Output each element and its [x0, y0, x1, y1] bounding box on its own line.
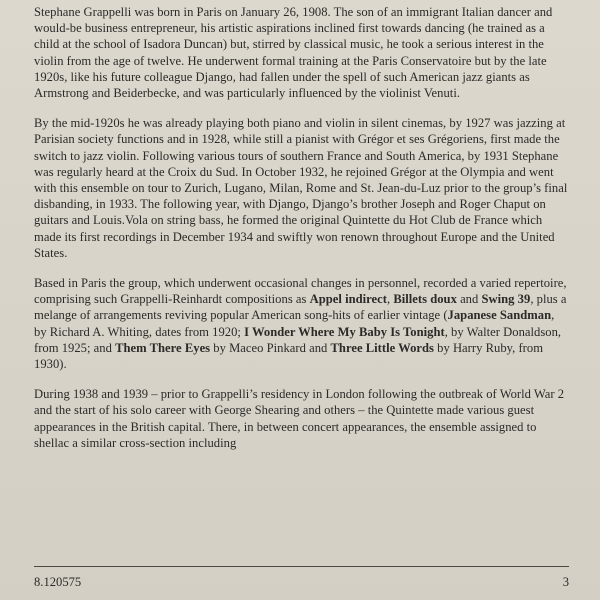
text-run: , — [386, 292, 394, 307]
text-run: , by Richard A. Whiting, dates from 1920; — [34, 308, 555, 339]
body-text — [34, 4, 569, 465]
text-run: by Harry Ruby, from 1930). — [34, 340, 544, 372]
bold-title: I Wonder Where My Baby Is Tonight — [244, 324, 445, 339]
paragraph-1 — [34, 4, 569, 101]
text-run: During 1938 and 1939 – prior to Grappelli’s residency in London following the outbreak of World War 2 and the start of his solo career with George Shearing and others – the Quintette made various guest appearances in the British capital. There, in between concert appearances, the ensemble assigned to shellac a similar cross-section including — [34, 387, 565, 450]
bold-title: Them There Eyes — [115, 340, 211, 355]
page-number: 3 — [562, 575, 569, 589]
text-run: , by Walter Donaldson, from 1925; and — [34, 324, 562, 355]
bold-title: Japanese Sandman — [447, 308, 552, 323]
catalog-number: 8.120575 — [34, 575, 82, 589]
paragraph-4 — [34, 386, 569, 451]
bold-title: Billets doux — [393, 292, 457, 307]
paragraph-2 — [34, 115, 569, 261]
text-run: Stephane Grappelli was born in Paris on January 26, 1908. The son of an immigrant Italian dancer and would-be business entrepreneur, his artistic aspirations inclined first towards dancing (he trained as a child at the school of Isadora Duncan) but, stirred by classical music, he took a serious interest in the violin from the age of twelve. He underwent formal training at the Paris Conservatoire but by the late 1920s, like his future colleague Django, had fallen under the spell of such American jazz giants as Armstrong and Beiderbecke, and was particularly influenced by the violinist Venuti. — [34, 5, 553, 101]
text-run: , plus a melange of arrangements reviving popular American song-hits of earlier vintage ( — [34, 292, 567, 323]
text-run: Based in Paris the group, which underwent occasional changes in personnel, recorded a varied repertoire, comprising such Grappelli-Reinhardt compositions as — [34, 276, 567, 307]
bold-title: Three Little Words — [330, 340, 434, 355]
footer-divider — [34, 566, 569, 567]
bold-title: Swing 39 — [481, 292, 531, 307]
bold-title: Appel indirect — [309, 292, 387, 307]
text-run: and — [456, 292, 482, 307]
text-run: by Maceo Pinkard and — [210, 340, 331, 355]
paragraph-3 — [34, 275, 569, 372]
text-run: By the mid-1920s he was already playing both piano and violin in silent cinemas, by 1927 was jazzing at Parisian society functions and in 1928, while still a pianist with Grégor et ses Grégoriens, first made the switch to jazz violin. Following various tours of southern France and South America, by 1931 Stephane was regularly heard at the Croix du Sud. In October 1932, he rejoined Grégor at the Olympia and went with this ensemble on tour to Zurich, Lugano, Milan, Rome and St. Jean-du-Luz prior to the group’s final disbanding, in 1933. The following year, with Django, Django’s brother Joseph and Roger Chaput on guitars and Louis.Vola on string bass, he formed the original Quintette du Hot Club de France which made its first recordings in December 1934 and swiftly won renown throughout Europe and the United States. — [34, 116, 568, 260]
